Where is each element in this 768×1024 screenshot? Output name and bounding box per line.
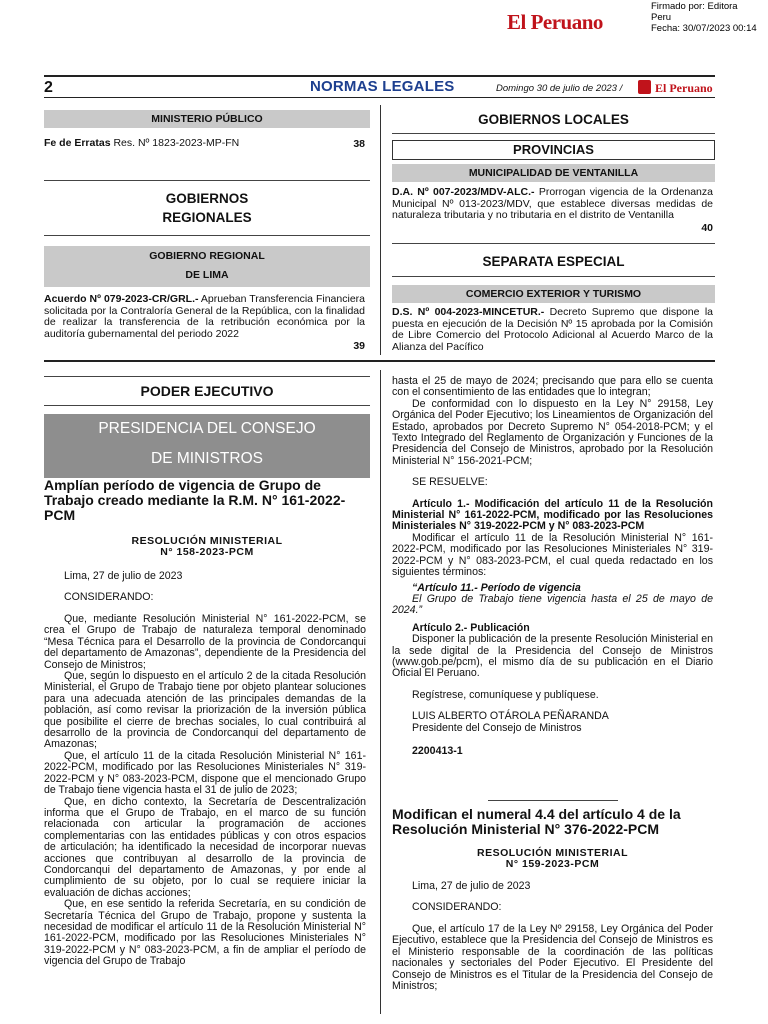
- signer-title: Presidente del Consejo de Ministros: [412, 721, 582, 734]
- article-heading: Artículo 1.- Modificación del artículo 11 de la Resolución Ministerial N° 161-2022-PCM, modificado por las Resoluciones Ministeriales N° 319-2022-PCM y N° 083-2023-PCM: [392, 497, 713, 533]
- summary-item-label: Fe de Erratas: [44, 137, 111, 149]
- paragraph: Que, en dicho contexto, la Secretaría de Descentralización informa que el Grupo de Trabajo, en el marco de su función relacionada con articular la programación de acciones complementarias con las entidades públicas y con otros espacios de articulación; ha identificado la necesidad de incorporar nuevas acciones que contribuyan al desarrollo de la provincia de Condorcanqui del departamento de Amazonas, y por ende al cumplimiento de su objeto, por lo cual se requiere iniciar la evaluación de dichas acciones;: [44, 795, 366, 899]
- summary-fe-de-erratas: [44, 138, 344, 150]
- summary-acuerdo: [44, 294, 365, 340]
- summary-item-text: Res. Nº 1823-2023-MP-FN: [110, 137, 240, 149]
- resolution-date: Lima, 27 de julio de 2023: [64, 570, 183, 582]
- summary-heading-gobiernos-locales: GOBIERNOS LOCALES: [478, 112, 629, 127]
- summary-page-ref: 40: [701, 222, 713, 234]
- summary-heading-gobiernos-regionales: [44, 189, 370, 227]
- paragraph: Que, en ese sentido la referida Secretaría, en su condición de Secretaría Técnica del Grupo de Trabajo, propone y sustenta la necesidad de modificar el artículo 11 de la Resolución Ministerial N° 161-2022-PCM, modificado por las Resoluciones Ministeriales N° 319-2022-PCM y N° 083-2023-PCM, a fin de ampliar el período de vigencia del Grupo de Trabajo: [44, 898, 366, 968]
- pcm-band: [44, 414, 370, 478]
- header-brand: El Peruano: [655, 81, 713, 95]
- paragraph: De conformidad con lo dispuesto en la Ley N° 29158, Ley Orgánica del Poder Ejecutivo; los Lineamientos de Organización del Estado, aprobados por Decreto Supremo N° 054-2018-PCM; y el Texto Integrado del Reglamento de Organización y Funciones de la Presidencia del Consejo de Ministros, aprobado por la Resolución Ministerial N° 156-2021-PCM;: [392, 397, 713, 467]
- body-text-right: [392, 376, 713, 757]
- paragraph: Que, el artículo 17 de la Ley Nº 29158, Ley Orgánica del Poder Ejecutivo, establece que la Presidencia del Consejo de Ministros es el Ministerio responsable de la coordinación de las políticas nacionales y sectoriales del Poder Ejecutivo. El Presidente del Consejo de Ministros es el Titular de la Presidencia del Consejo de Ministros;: [392, 923, 713, 993]
- summary-rule: [44, 180, 370, 181]
- summary-bar-gobierno-regional-lima: [44, 246, 370, 287]
- header-bottom-rule: [44, 97, 715, 98]
- considerando-label: CONSIDERANDO:: [64, 591, 154, 603]
- closing-formula: Regístrese, comuníquese y publíquese.: [412, 688, 599, 701]
- summary-ds: [392, 307, 713, 353]
- considerando-label: CONSIDERANDO:: [412, 901, 502, 913]
- article-title: Amplían período de vigencia de Grupo de Trabajo creado mediante la R.M. N° 161-2022-PCM: [44, 477, 346, 523]
- summary-rule: [392, 243, 715, 244]
- column-rule: [380, 370, 381, 1014]
- section-title: NORMAS LEGALES: [310, 78, 455, 95]
- summary-box-provincias: PROVINCIAS: [392, 140, 715, 160]
- summary-rule: [392, 133, 715, 134]
- peru-emblem-icon: [638, 80, 651, 94]
- resolution-number: [392, 848, 713, 870]
- paragraph: Disponer la publicación de la presente Resolución Ministerial en la sede digital de la Presidencia del Consejo de Ministros (www.gob.pe/pcm), el mismo día de su publicación en el Diario Oficial El Peruano.: [392, 633, 713, 680]
- signer-name: LUIS ALBERTO OTÁROLA PEÑARANDA: [412, 710, 609, 723]
- summary-da: [392, 187, 713, 222]
- digital-signature-stamp: Firmado por: Editora Peru Fecha: 30/07/2023 00:14: [651, 1, 757, 34]
- paragraph: Que, el artículo 11 de la citada Resolución Ministerial N° 161-2022-PCM, modificado por las Resoluciones Ministeriales N° 319-2022-PCM y N° 083-2023-PCM, dispone que el mencionado Grupo de Trabajo tiene vigencia hasta el 31 de julio de 2023;: [44, 749, 366, 797]
- poder-rule-top: [44, 376, 370, 377]
- resolution-date: Lima, 27 de julio de 2023: [412, 880, 531, 892]
- bar-line: GOBIERNO REGIONAL: [149, 250, 265, 262]
- rm-line: N° 158-2023-PCM: [160, 546, 254, 558]
- summary-heading-separata: SEPARATA ESPECIAL: [482, 254, 625, 269]
- summary-item-label: Acuerdo Nº 079-2023-CR/GRL.-: [44, 293, 199, 305]
- summary-bar-ventanilla: MUNICIPALIDAD DE VENTANILLA: [392, 164, 715, 182]
- summary-item-label: D.S. Nº 004-2023-MINCETUR.-: [392, 306, 545, 318]
- header-date: Domingo 30 de julio de 2023 /: [496, 83, 623, 94]
- summary-page-ref: 38: [353, 138, 365, 150]
- paragraph: hasta el 25 de mayo de 2024; precisando que para ello se cuenta con el consentimiento de las entidades que lo integran;: [392, 375, 713, 399]
- separator-rule: [488, 800, 618, 801]
- summary-item-text: Decreto Supremo que dispone la puesta en ejecución de la Decisión Nº 15 aprobada por la Comisión de Libre Comercio del Protocolo Adicional al Acuerdo Marco de la Alianza del Pacífico: [392, 306, 713, 353]
- paragraph: El Grupo de Trabajo tiene vigencia hasta el 25 de mayo de 2024.”: [392, 592, 713, 617]
- summary-item-text: Aprueban Transferencia Financiera solicitada por la Contraloría General de la República, con la finalidad de realizar la transferencia de la retribución económica por la auditoría gubernamental del periodo 2022: [44, 293, 365, 340]
- article-title: Modifican el numeral 4.4 del artículo 4 de la Resolución Ministerial N° 376-2022-PCM: [392, 806, 681, 837]
- summary-item-text: Prorrogan vigencia de la Ordenanza Municipal Nº 013-2023/MDV, que establece diversas medidas de naturaleza tributaria y no tributaria en el distrito de Ventanilla: [392, 186, 713, 222]
- poder-ejecutivo-heading: PODER EJECUTIVO: [140, 383, 274, 399]
- rm-line: N° 159-2023-PCM: [505, 858, 600, 870]
- header-top-rule: [44, 75, 715, 77]
- paragraph: Que, mediante Resolución Ministerial N° 161-2022-PCM, se crea el Grupo de Trabajo de naturaleza temporal denominado “Mesa Técnica para el Desarrollo de la provincia de Condorcanqui del departamento de Amazonas”, dependiente de la Presidencia del Consejo de Ministros;: [44, 613, 366, 671]
- rm-line: RESOLUCIÓN MINISTERIAL: [131, 535, 283, 547]
- summary-rule: [392, 276, 715, 277]
- body-text-left: [44, 614, 366, 968]
- summary-page-ref: 39: [353, 340, 365, 352]
- heading-line: REGIONALES: [162, 210, 252, 225]
- poder-rule-bottom: [44, 405, 370, 406]
- article-heading: Artículo 2.- Publicación: [412, 621, 530, 634]
- resolution-number: [44, 536, 370, 558]
- summary-rule: [44, 235, 370, 236]
- summary-bar-ministerio-publico: MINISTERIO PÚBLICO: [44, 110, 370, 128]
- summary-item-label: D.A. Nº 007-2023/MDV-ALC.-: [392, 186, 535, 198]
- el-peruano-logo: El Peruano: [507, 10, 603, 34]
- band-line: PRESIDENCIA DEL CONSEJO: [98, 420, 316, 437]
- paragraph: Que, según lo dispuesto en el artículo 2 de la citada Resolución Ministerial, el Grupo de Trabajo tiene por objeto plantear soluciones para una adecuada atención de las principales demandas de la población, así como revisar la priorización de la inversión pública que posibilite el cierre de brechas sociales, lo cual contribuirá al desarrollo de la provincia de Condorcanqui del departamento de Amazonas;: [44, 670, 366, 751]
- rm-line: RESOLUCIÓN MINISTERIAL: [476, 847, 628, 859]
- se-resuelve: SE RESUELVE:: [412, 476, 488, 489]
- band-line: DE MINISTROS: [151, 450, 263, 467]
- heading-line: GOBIERNOS: [165, 191, 249, 206]
- paragraph: Modificar el artículo 11 de la Resolución Ministerial N° 161-2022-PCM, modificado por las Resoluciones Ministeriales N° 319-2022-PCM y N° 083-2023-PCM, el cual queda redactado en los siguientes términos:: [392, 531, 713, 579]
- publication-code: 2200413-1: [412, 744, 463, 757]
- bar-line: DE LIMA: [185, 269, 229, 281]
- summary-bar-comercio-exterior: COMERCIO EXTERIOR Y TURISMO: [392, 285, 715, 303]
- article-heading: “Artículo 11.- Período de vigencia: [412, 581, 581, 594]
- page-number: 2: [44, 79, 53, 96]
- column-rule: [380, 105, 381, 355]
- summary-bottom-rule: [44, 360, 715, 362]
